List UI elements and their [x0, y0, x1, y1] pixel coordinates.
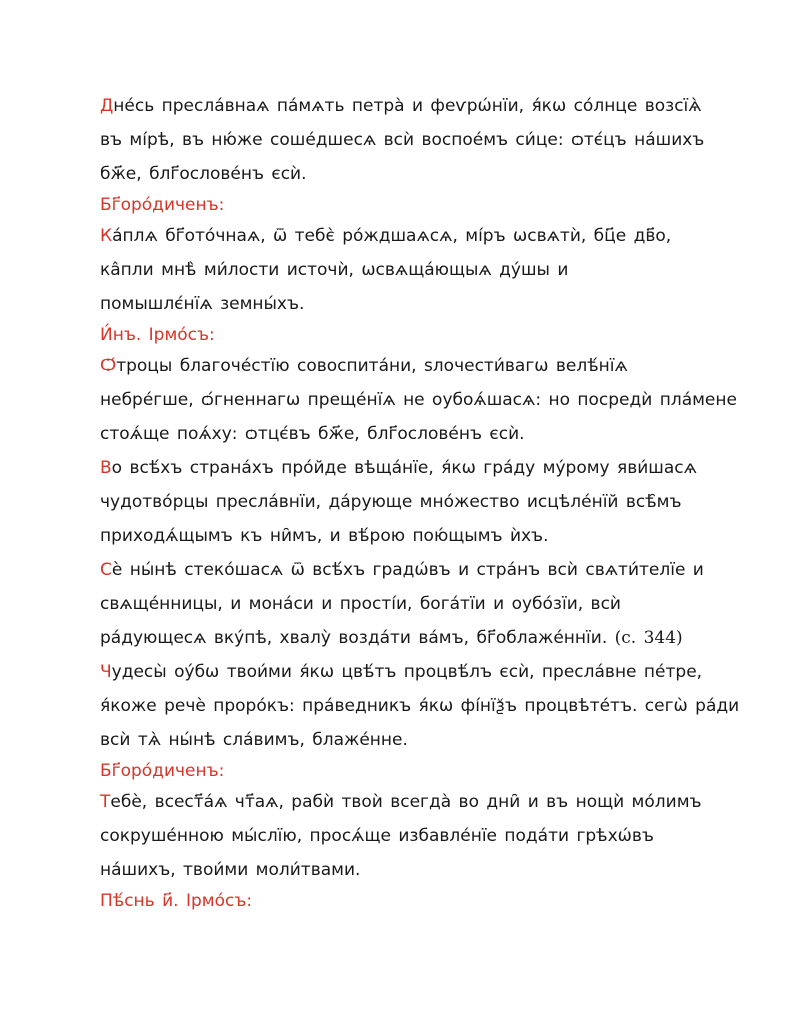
- line-text: ебѐ, всест҃а́ѧ чт҃аѧ, рабѝ твоѝ всегда̀ во дни̑ и въ нощѝ мо́лимъ: [110, 792, 702, 812]
- drop-initial: В: [100, 458, 112, 478]
- text-line: [100, 723, 704, 757]
- line-text: небре́гше, ѻ́гненнагѡ преще́нїѧ не оубоѧ́шасѧ: но посредѝ пла́мене: [100, 390, 737, 410]
- line-text: на́шихъ, твои́ми моли́твами.: [100, 860, 361, 880]
- line-text: не́сь пресла́внаѧ па́мѧть петра̀ и феѵрѡ́нїи, я́кѡ со́лнце возсїѧ̀: [113, 96, 702, 116]
- line-text: чудотво́рцы пресла́внїи, да́рующе мно́жество исцѣле́нїй всѣ̑мъ: [100, 492, 682, 512]
- text-line: [100, 451, 704, 485]
- text-line: [100, 287, 704, 321]
- text-line: [100, 417, 704, 451]
- line-text: ка̂пли мнѣ̀ ми́лости источѝ, ѡсвѧща́ющыѧ ду́шы и: [100, 260, 569, 280]
- text-line: [100, 655, 704, 689]
- drop-initial: Ѻ́: [100, 356, 117, 376]
- text-line: [100, 219, 704, 253]
- line-text: а́плѧ бг҃ото́чнаѧ, ѿ тебє̀ ро́ждшаѧсѧ, мі́ръ ѡсвѧтѝ, бц҃е дв҃о,: [112, 226, 672, 246]
- text-line: [100, 123, 704, 157]
- rubric-heading: Бг҃оро́диченъ:: [100, 195, 225, 215]
- line-text: бж҃е, блг҃ослове́нъ єсѝ.: [100, 164, 307, 184]
- text-line: [100, 819, 704, 853]
- text-line: [100, 383, 737, 417]
- drop-initial: Т: [100, 792, 111, 812]
- line-text: стоѧ́ще поѧ́ху: ѻтцє́въ бж҃е, блг҃ослове́нъ єсѝ.: [100, 424, 525, 444]
- line-text: удесы̀ оу́бѡ твои́ми я́кѡ цвѣ́тъ процвѣ́лъ єсѝ, пресла́вне пе́тре,: [111, 662, 703, 682]
- line-text: сокруше́нною мы́слїю, просѧ́ще избавле́нїе пода́ти грѣхѡ́въ: [100, 826, 654, 846]
- text-line: [100, 785, 704, 819]
- rubric-heading: Пѣ́снь и҃. Ірмо́съ:: [100, 891, 253, 911]
- line-text: свѧще́нницы, и мона́си и прості́и, бога́тїи и оубо́зїи, всѝ: [100, 594, 621, 614]
- line-text: ѐ ны́нѣ стеко́шасѧ ѿ всѣ́хъ градѡ́въ и стра́нъ всѝ свѧти́телїе и: [111, 560, 704, 580]
- rubric-heading: И́нъ. Ірмо́съ:: [100, 325, 215, 345]
- text-line: [100, 519, 704, 553]
- line-text: ра́дующесѧ вку́пѣ, хвалу̀ возда́ти ва́мъ, бг҃облаже́ннїи.: [100, 628, 608, 648]
- text-line: [100, 485, 704, 519]
- text-line: [100, 157, 704, 191]
- text-line: [100, 89, 704, 123]
- drop-initial: Ч: [100, 662, 112, 682]
- text-line: [100, 853, 704, 887]
- line-text: помышлє́нїѧ земны́хъ.: [100, 294, 305, 314]
- text-line: [100, 253, 704, 287]
- page-reference: (с. 344): [614, 628, 683, 648]
- rubric-heading: Бг҃оро́диченъ:: [100, 761, 225, 781]
- drop-initial: Д: [100, 96, 114, 116]
- line-text: приходѧ́щымъ къ ни̑мъ, и вѣ́рою пою́щымъ ѝхъ.: [100, 526, 549, 546]
- text-line: [100, 553, 704, 587]
- drop-initial: К: [100, 226, 113, 246]
- text-line: [100, 349, 704, 383]
- drop-initial: С: [100, 560, 112, 580]
- line-text: троцы благоче́стїю совоспита́ни, ѕлочести́вагѡ велѣ́нїѧ: [116, 356, 628, 376]
- line-text: всѝ тѧ̀ ны́нѣ сла́вимъ, блаже́нне.: [100, 730, 408, 750]
- line-text: я́коже речѐ проро́къ: пра́ведникъ я́кѡ фі́нїѯъ процвѣте́тъ. сегѡ̀ ра́ди: [100, 696, 740, 716]
- text-line: [100, 587, 704, 621]
- line-text: въ мі́рѣ, въ ню́же соше́дшесѧ всѝ воспое́мъ си́це: ѻтє́цъ на́шихъ: [100, 130, 705, 150]
- line-text: о всѣ́хъ страна́хъ про́йде вѣща́нїе, я́кѡ гра́ду му́рому яви́шасѧ: [111, 458, 697, 478]
- text-line: [100, 689, 740, 723]
- text-block: [100, 89, 740, 915]
- text-line: [100, 621, 704, 655]
